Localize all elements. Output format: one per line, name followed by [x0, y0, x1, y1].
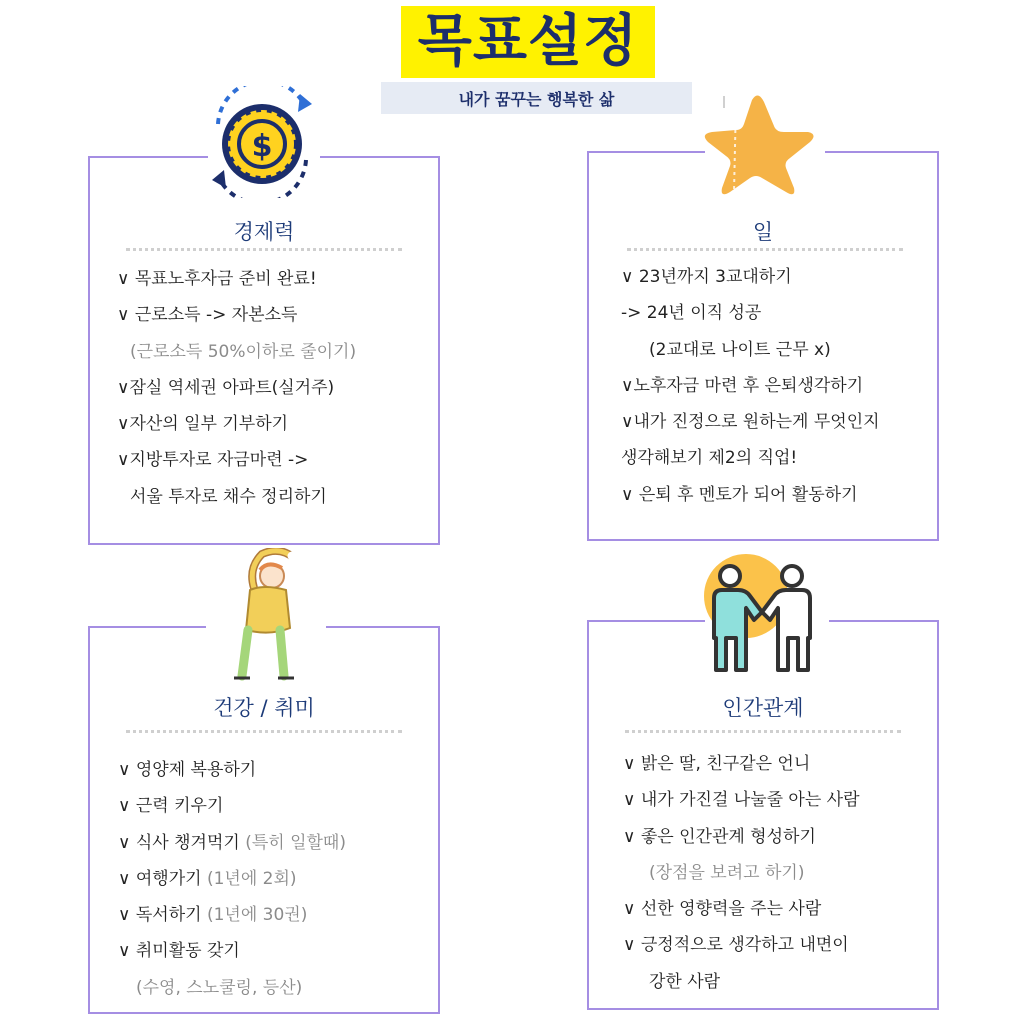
- list-item: ∨ 밝은 딸, 친구같은 언니: [623, 754, 811, 774]
- svg-text:$: $: [251, 129, 273, 164]
- two-people-icon: [700, 546, 830, 676]
- title-banner: [401, 6, 655, 78]
- divider: [627, 248, 903, 251]
- list-item: (2교대로 나이트 근무 x): [649, 339, 831, 360]
- list-item: ∨ 내가 가진걸 나눌줄 아는 사람: [623, 790, 860, 811]
- divider: [126, 248, 402, 251]
- list-item: ∨ 선한 영향력을 주는 사람: [623, 899, 822, 920]
- list-item: ∨ 여행가기 (1년에 2회): [118, 868, 297, 889]
- list-item: ∨노후자금 마련 후 은퇴생각하기: [621, 375, 864, 396]
- list-item: (근로소득 50%이하로 줄이기): [130, 341, 357, 362]
- list-item: ∨ 독서하기 (1년에 30권): [118, 905, 308, 926]
- list-item: ∨ 목표노후자금 준비 완료!: [117, 269, 317, 289]
- page-title: 목표설정: [417, 9, 639, 74]
- list-item: 서울 투자로 채수 정리하기: [130, 486, 327, 507]
- list-item: ∨ 영양제 복용하기: [118, 760, 257, 780]
- star-icon: [700, 88, 818, 198]
- divider: [126, 730, 402, 733]
- card-health: [88, 626, 440, 1014]
- card-list-economy: [90, 261, 438, 515]
- card-title-economy: 경제력: [233, 220, 295, 244]
- page-subtitle: 내가 꿈꾸는 행복한 삶: [458, 89, 615, 109]
- stretching-person-icon: [220, 548, 310, 682]
- dollar-coin-icon: [206, 86, 318, 198]
- list-item: ∨ 23년까지 3교대하기: [621, 267, 792, 287]
- subtitle-banner: [381, 82, 692, 114]
- list-item: ∨ 은퇴 후 멘토가 되어 활동하기: [621, 484, 858, 505]
- list-item: ∨ 좋은 인간관계 형성하기: [623, 826, 816, 847]
- card-work: [587, 151, 939, 541]
- list-item: (장점을 보려고 하기): [649, 862, 805, 883]
- list-item: ∨내가 진정으로 원하는게 무엇인지: [621, 412, 880, 433]
- list-item: 강한 사람: [649, 971, 721, 992]
- list-item: (수영, 스노쿨링, 등산): [136, 977, 303, 998]
- list-item: ∨ 긍정적으로 생각하고 내면이: [623, 935, 849, 956]
- list-item: ∨자산의 일부 기부하기: [117, 414, 289, 435]
- card-relations: [587, 620, 939, 1010]
- divider: [625, 730, 901, 733]
- card-list-relations: [589, 746, 937, 1000]
- card-list-health: [90, 752, 438, 1006]
- card-list-work: [589, 259, 937, 513]
- list-item: ∨잠실 역세권 아파트(실거주): [117, 377, 335, 398]
- list-item: 생각해보기 제2의 직업!: [621, 448, 798, 469]
- card-title-work: 일: [752, 220, 774, 244]
- list-item: ∨ 근력 키우기: [118, 796, 224, 817]
- list-item: ∨지방투자로 자금마련 ->: [117, 450, 309, 471]
- list-item: ∨ 근로소득 -> 자본소득: [117, 305, 298, 326]
- card-title-relations: 인간관계: [722, 696, 804, 720]
- list-item: ∨ 식사 챙겨먹기 (특히 일할때): [118, 832, 346, 853]
- card-title-health: 건강 / 취미: [213, 696, 315, 720]
- list-item: ∨ 취미활동 갖기: [118, 941, 240, 962]
- list-item: -> 24년 이직 성공: [621, 303, 762, 324]
- card-economy: [88, 156, 440, 545]
